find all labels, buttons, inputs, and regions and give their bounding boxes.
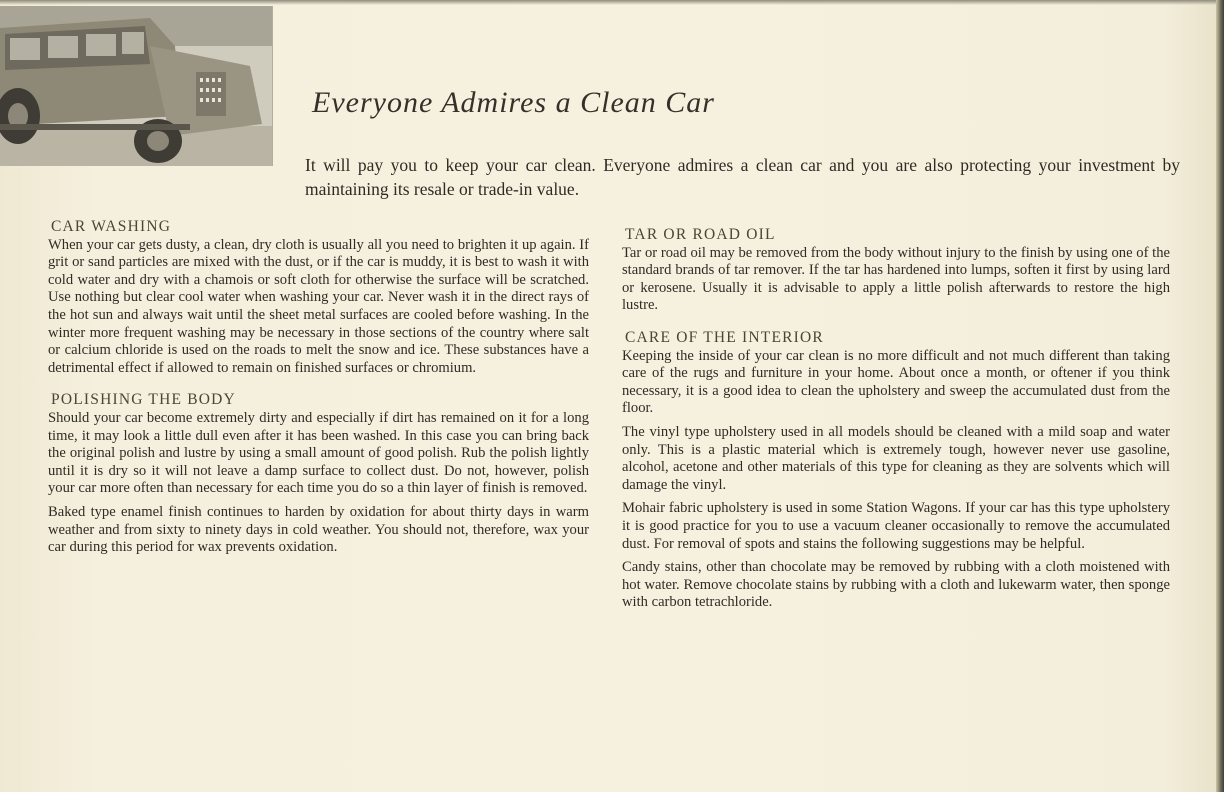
interior-paragraph-1: Keeping the inside of your car clean is no more difficult and not much different than taking care of the rugs and furniture in your home. About once a month, or oftener if you think necessary, it is a good idea to clean the upholstery and sweep the accumulated dust from the floor. [622, 347, 1170, 417]
interior-paragraph-2: The vinyl type upholstery used in all models should be cleaned with a mild soap and water only. This is a plastic material which is extremely tough, however never use gasoline, alcohol, acetone and other materials of this type for cleaning as they are solvents which will damage the vinyl. [622, 423, 1170, 493]
right-column [622, 226, 1170, 612]
section-heading-polishing: POLISHING THE BODY [51, 391, 236, 409]
page-top-edge [0, 0, 1224, 5]
car-washing-text: When your car gets dusty, a clean, dry cloth is usually all you need to brighten it up again. If grit or sand particles are mixed with the dust, or if the car is muddy, it is best to wash it with cold water and dry with a chamois or soft cloth for otherwise the surface will be scratched. Use nothing but clear cool water when washing your car. Never wash it in the direct rays of the hot sun and always wait until the sheet metal surfaces are cooled before washing. In the winter more frequent washing may be necessary in those sections of the country where salt or calcium chloride is used on the roads to melt the snow and ice. These substances have a detrimental effect if allowed to remain on finished surfaces or chromium. [48, 236, 589, 376]
page-binding-edge [1216, 0, 1224, 792]
polishing-paragraph-2: Baked type enamel finish continues to harden by oxidation for about thirty days in warm weather and from sixty to ninety days in cold weather. You should not, therefore, wax your car during this period for wax prevents oxidation. [48, 503, 589, 556]
polishing-paragraph-1: Should your car become extremely dirty and especially if dirt has remained on it for a long time, it may look a little dull even after it has been washed. In this case you can bring back the original polish and lustre by using a small amount of good polish. Rub the polish lightly until it is dry so it will not leave a damp surface to collect dust. Do not, however, polish your car more often than necessary for each time you do so a thin layer of finish is removed. [48, 409, 589, 497]
intro-paragraph: It will pay you to keep your car clean. Everyone admires a clean car and you are also protecting your investment by maintaining its resale or trade-in value. [305, 155, 1180, 199]
tar-text: Tar or road oil may be removed from the body without injury to the finish by using one of the standard brands of tar remover. If the tar has hardened into lumps, soften it first by using lard or kerosene. Usually it is advisable to apply a little polish afterwards to restore the high lustre. [622, 244, 1170, 314]
section-heading-interior: CARE OF THE INTERIOR [625, 328, 824, 346]
interior-paragraph-4: Candy stains, other than chocolate may be removed by rubbing with a cloth moistened with hot water. Remove chocolate stains by rubbing with a cloth and lukewarm water, then sponge with carbon tetrachloride. [622, 559, 1170, 611]
car-photo [0, 6, 273, 166]
page-title: Everyone Admires a Clean Car [312, 86, 715, 119]
section-heading-tar: TAR OR ROAD OIL [625, 226, 776, 243]
left-column [48, 218, 589, 557]
section-heading-car-washing: CAR WASHING [51, 218, 172, 235]
station-wagon-illustration [0, 6, 272, 166]
interior-paragraph-3: Mohair fabric upholstery is used in some Station Wagons. If your car has this type upholstery it is good practice for you to use a vacuum cleaner occasionally to remove the accumulated dust. For removal of spots and stains the following suggestions may be helpful. [622, 500, 1170, 552]
